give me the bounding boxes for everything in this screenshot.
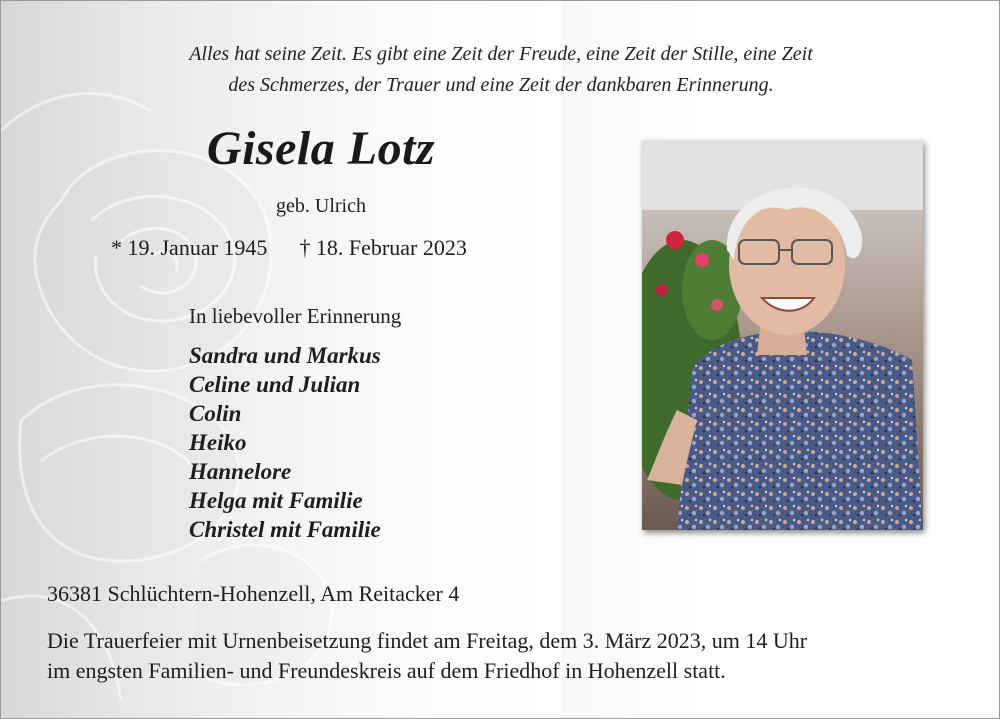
remembrance-label: In liebevoller Erinnerung — [189, 304, 402, 328]
mourner-item: Hannelore — [189, 459, 292, 484]
mourner-item: Celine und Julian — [189, 372, 361, 397]
mourner-item: Sandra und Markus — [189, 343, 381, 368]
address: 36381 Schlüchtern-Hohenzell, Am Reitacker 4 — [47, 581, 460, 606]
mourner-item: Christel mit Familie — [189, 517, 381, 542]
service-line-2: im engsten Familien- und Freundeskreis auf dem Friedhof in Hohenzell statt. — [47, 658, 726, 683]
portrait-image — [642, 140, 923, 530]
birth-name: geb. Ulrich — [276, 195, 366, 217]
birth-date: * 19. Januar 1945 — [111, 235, 268, 260]
quote-line-2: des Schmerzes, der Trauer und eine Zeit der dankbaren Erinnerung. — [228, 74, 774, 96]
mourner-item: Colin — [189, 401, 242, 426]
mourner-item: Heiko — [189, 430, 247, 455]
memorial-quote — [41, 39, 961, 101]
service-line-1: Die Trauerfeier mit Urnenbeisetzung findet am Freitag, dem 3. März 2023, um 14 Uhr — [47, 628, 808, 653]
death-date: † 18. Februar 2023 — [299, 235, 467, 260]
portrait-photo — [642, 140, 923, 530]
quote-line-1: Alles hat seine Zeit. Es gibt eine Zeit der Freude, eine Zeit der Stille, eine Zeit — [189, 43, 813, 65]
life-dates — [111, 235, 467, 261]
mourner-item: Helga mit Familie — [189, 488, 363, 513]
funeral-service-info — [47, 626, 967, 686]
mourners-list — [189, 341, 381, 544]
deceased-name: Gisela Lotz — [206, 122, 436, 175]
